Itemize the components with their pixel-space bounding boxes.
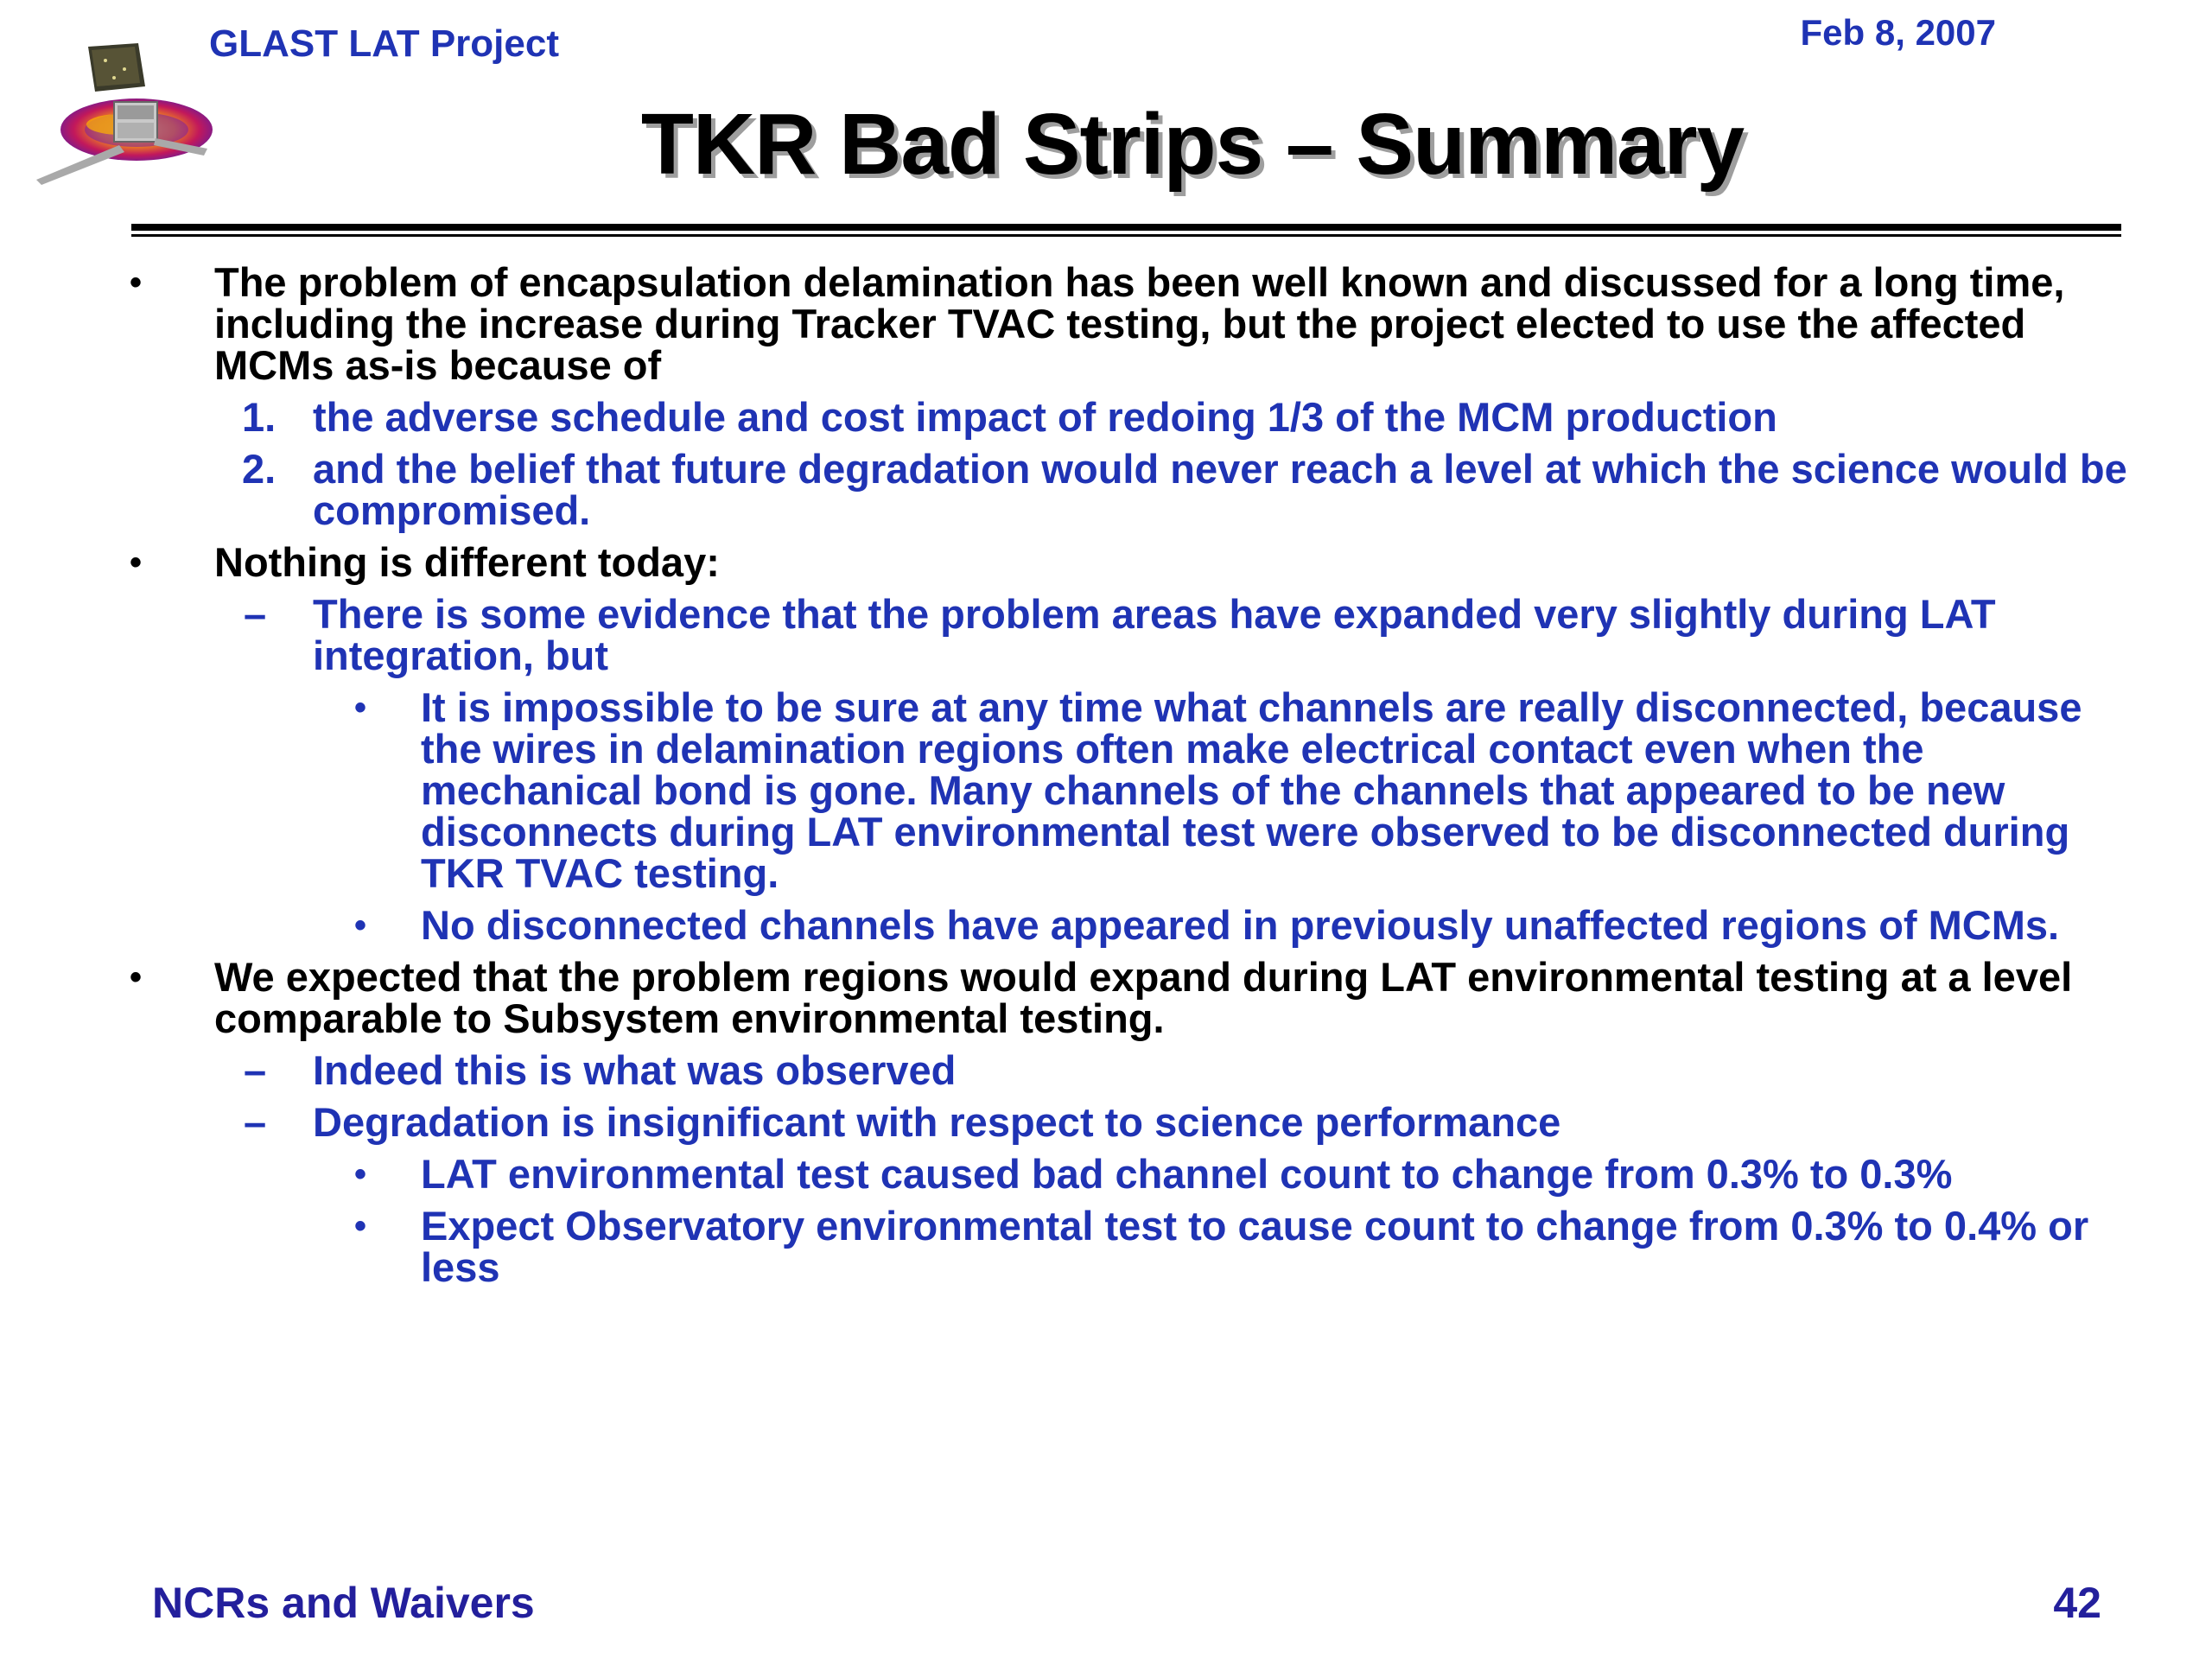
bullet-marker: • xyxy=(130,958,143,996)
bullet-marker: • xyxy=(130,543,143,582)
bullet-item xyxy=(0,539,2212,585)
dash-marker: – xyxy=(244,1099,267,1145)
bullet-item xyxy=(0,954,2212,1041)
sub-bullet-marker: • xyxy=(354,1207,367,1245)
sub-bullet-text: Expect Observatory environmental test to cause count to change from 0.3% to 0.4% or less xyxy=(421,1203,2089,1290)
sub-bullet-text: LAT environmental test caused bad channel count to change from 0.3% to 0.3% xyxy=(421,1151,1953,1197)
slide-body xyxy=(0,259,2212,1299)
sub-bullet-marker: • xyxy=(354,689,367,727)
numbered-text: and the belief that future degradation would never reach a level at which the science would be compromised. xyxy=(313,446,2127,533)
sub-bullet-item xyxy=(0,1151,2212,1197)
footer-section-title: NCRs and Waivers xyxy=(152,1579,535,1627)
sub-bullet-text: It is impossible to be sure at any time what channels are really disconnected, because the wires in delamination regions often make electrical contact even when the mechanical bond is gone. Many channels of the channels that appeared to be new disconnects during LAT environmental test were observed to be disconnected during TKR TVAC testing. xyxy=(421,684,2082,896)
sub-bullet-item xyxy=(0,1205,2212,1288)
sub-bullet-marker: • xyxy=(354,1155,367,1193)
number-marker: 1. xyxy=(242,394,276,440)
dash-text: Indeed this is what was observed xyxy=(313,1047,957,1093)
sub-bullet-item xyxy=(0,684,2212,896)
bullet-text: We expected that the problem regions would expand during LAT environmental testing at a level comparable to Subsystem environmental testing. xyxy=(214,954,2073,1041)
project-name: GLAST LAT Project xyxy=(209,22,559,65)
slide-title: TKR Bad Strips – Summary xyxy=(640,96,1745,193)
dash-item xyxy=(0,591,2212,678)
bullet-text: The problem of encapsulation delamination has been well known and discussed for a long time, including the increase during Tracker TVAC testing, but the project elected to use the affected MCMs as-is because of xyxy=(214,259,2065,388)
dash-text: Degradation is insignificant with respect to science performance xyxy=(313,1099,1561,1145)
numbered-item xyxy=(0,394,2212,440)
page-number: 42 xyxy=(2053,1579,2101,1627)
title-rule xyxy=(131,224,2121,231)
title-rule-thin xyxy=(131,234,2121,237)
sub-bullet-marker: • xyxy=(354,906,367,944)
numbered-text: the adverse schedule and cost impact of redoing 1/3 of the MCM production xyxy=(313,394,1777,440)
dash-marker: – xyxy=(244,591,267,637)
sub-bullet-text: No disconnected channels have appeared in previously unaffected regions of MCMs. xyxy=(421,902,2060,948)
bullet-text: Nothing is different today: xyxy=(214,539,720,585)
sub-bullet-item xyxy=(0,902,2212,948)
slide-date: Feb 8, 2007 xyxy=(1800,12,1996,53)
dash-item xyxy=(0,1099,2212,1145)
dash-text: There is some evidence that the problem areas have expanded very slightly during LAT integration, but xyxy=(313,591,1996,678)
bullet-item xyxy=(0,259,2212,388)
numbered-item xyxy=(0,448,2212,531)
dash-item xyxy=(0,1047,2212,1093)
bullet-marker: • xyxy=(130,264,143,302)
dash-marker: – xyxy=(244,1047,267,1093)
number-marker: 2. xyxy=(242,446,276,492)
